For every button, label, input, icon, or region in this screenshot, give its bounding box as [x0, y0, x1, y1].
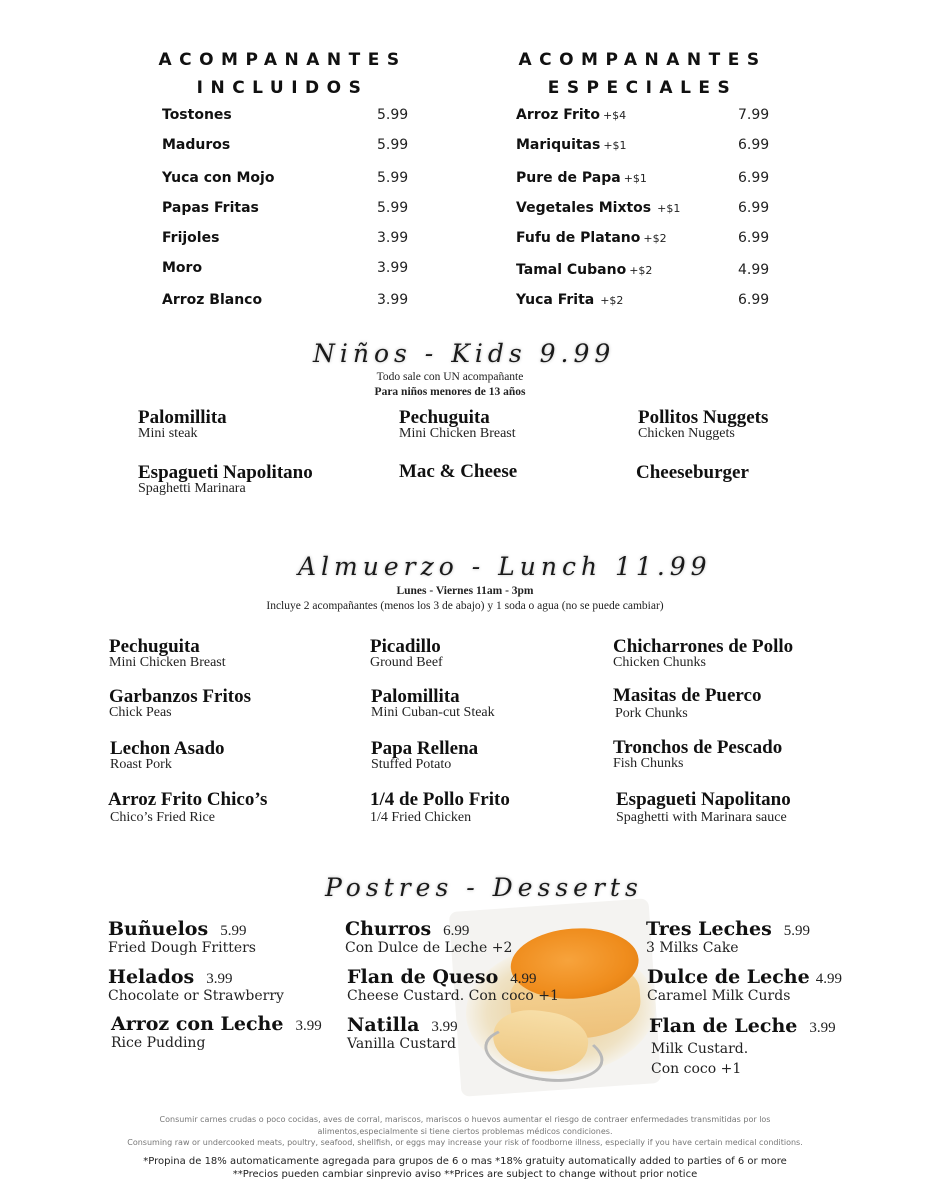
- item-name: Yuca con Mojo: [162, 170, 275, 186]
- dessert-description: Vanilla Custard: [347, 1036, 456, 1052]
- item-name: Fufu de Platano: [516, 230, 641, 246]
- dessert-name: Dulce de Leche: [647, 966, 810, 988]
- dish-description: Mini Chicken Breast: [399, 426, 516, 441]
- kids-item: [138, 407, 227, 442]
- dessert-item: [647, 966, 842, 1004]
- dish-description: Stuffed Potato: [371, 757, 452, 772]
- kids-title: Niños - Kids 9.99: [313, 339, 616, 368]
- dessert-description: 3 Milks Cake: [646, 940, 739, 956]
- item-price: 6.99: [738, 170, 770, 186]
- dessert-option: Con coco +1: [651, 1061, 742, 1077]
- dessert-price: 6.99: [443, 923, 470, 939]
- dish-description: Chick Peas: [109, 705, 172, 720]
- dish-name: Palomillita: [138, 407, 227, 428]
- lunch-item: [613, 636, 793, 671]
- dessert-item: [345, 918, 512, 956]
- side-item: [516, 170, 647, 186]
- dish-name: Mac & Cheese: [399, 461, 518, 482]
- dish-description: Spaghetti Marinara: [138, 481, 246, 496]
- dessert-description: Con Dulce de Leche +2: [345, 940, 513, 956]
- dessert-name: Helados: [108, 966, 195, 988]
- dish-description: Mini Chicken Breast: [109, 655, 226, 670]
- dessert-item: [108, 918, 256, 956]
- dessert-price: 3.99: [809, 1020, 836, 1036]
- kids-item: [399, 407, 516, 442]
- health-warning-es: Consumir carnes crudas o poco cocidas, aves de corral, mariscos, mariscos o huevos aumentar el riesgo de contraer enfermedades transmitidas por los alimentos,especialmente si tiene ciertos problemas médicos condiciones.: [159, 1115, 771, 1136]
- gratuity-notice: *Propina de 18% automaticamente agregada para grupos de 6 o mas *18% gratuity automatically added to parties of 6 or more: [143, 1156, 787, 1167]
- item-name: Arroz Blanco: [162, 292, 263, 308]
- dish-name: Garbanzos Fritos: [109, 686, 251, 707]
- item-name: Yuca Frita: [516, 292, 595, 308]
- lunch-item: [613, 685, 761, 722]
- sides-included-title: [150, 46, 415, 102]
- dish-description: Mini steak: [138, 426, 198, 441]
- dessert-item: [646, 918, 810, 956]
- side-item: [516, 107, 626, 123]
- dessert-name: Churros: [345, 918, 432, 940]
- side-item: [162, 170, 274, 186]
- side-item: [516, 200, 680, 216]
- health-warning-en: Consuming raw or undercooked meats, poultry, seafood, shellfish, or eggs may increase your risk of foodborne illness, especially if you have certain medical conditions.: [127, 1138, 803, 1147]
- title-line-1: ACOMPANANTES: [158, 50, 407, 70]
- item-upcharge: +$1: [657, 202, 681, 215]
- lunch-item: [109, 686, 251, 721]
- side-item: [516, 137, 627, 153]
- item-name: Tostones: [162, 107, 232, 123]
- price-change-notice: **Precios pueden cambiar sinprevio aviso **Prices are subject to change without prior notice: [232, 1169, 698, 1180]
- dessert-price: 3.99: [295, 1018, 322, 1034]
- dessert-description: Cheese Custard. Con coco +1: [347, 988, 559, 1004]
- dessert-price: 3.99: [431, 1019, 458, 1035]
- side-item: [162, 137, 230, 153]
- item-name: Moro: [162, 260, 203, 276]
- dessert-description: Milk Custard.: [651, 1041, 749, 1057]
- dish-description: Chicken Nuggets: [638, 426, 735, 441]
- dish-name: Papa Rellena: [371, 738, 479, 759]
- dish-name: Pollitos Nuggets: [638, 407, 769, 428]
- item-upcharge: +$2: [600, 294, 624, 307]
- item-price: 3.99: [377, 230, 409, 246]
- side-item: [162, 107, 232, 123]
- dish-name: 1/4 de Pollo Frito: [370, 789, 510, 810]
- dessert-price: 4.99: [510, 971, 537, 987]
- dish-name: Palomillita: [371, 686, 460, 707]
- dessert-name: Natilla: [347, 1014, 420, 1036]
- dessert-name: Flan de Queso: [347, 966, 499, 988]
- item-upcharge: +$1: [623, 172, 647, 185]
- item-price: 6.99: [738, 200, 770, 216]
- dessert-item: [347, 966, 559, 1004]
- dish-name: Pechuguita: [109, 636, 200, 657]
- dish-name: Tronchos de Pescado: [613, 737, 783, 758]
- lunch-note: Incluye 2 acompañantes (menos los 3 de abajo) y 1 soda o agua (no se puede cambiar): [266, 600, 664, 612]
- dessert-name: Arroz con Leche: [111, 1013, 284, 1035]
- kids-item: [138, 462, 313, 497]
- dish-description: Spaghetti with Marinara sauce: [616, 810, 787, 825]
- title-line-2: ESPECIALES: [547, 78, 738, 98]
- kids-item: [636, 462, 749, 484]
- dish-description: 1/4 Fried Chicken: [370, 810, 472, 825]
- dessert-price: 5.99: [220, 923, 247, 939]
- dish-name: Chicharrones de Pollo: [613, 636, 794, 657]
- dish-description: Chico’s Fried Rice: [110, 810, 215, 825]
- item-name: Pure de Papa: [516, 170, 621, 186]
- dish-name: Picadillo: [370, 636, 441, 657]
- item-price: 4.99: [738, 262, 770, 278]
- item-name: Mariquitas: [516, 137, 601, 153]
- dessert-name: Tres Leches: [646, 918, 772, 940]
- side-item: [162, 292, 262, 308]
- item-price: 3.99: [377, 292, 409, 308]
- dish-name: Espagueti Napolitano: [138, 462, 313, 483]
- dish-name: Masitas de Puerco: [613, 685, 762, 706]
- dessert-item: [111, 1013, 322, 1051]
- lunch-item: [371, 738, 478, 773]
- dish-description: Chicken Chunks: [613, 655, 706, 670]
- dessert-price: 4.99: [815, 971, 842, 987]
- lunch-item: [370, 636, 443, 671]
- item-price: 6.99: [738, 137, 770, 153]
- dish-description: Ground Beef: [370, 655, 443, 670]
- side-item: [516, 262, 652, 278]
- side-item: [162, 260, 202, 276]
- dish-description: Roast Pork: [110, 757, 172, 772]
- lunch-item: [108, 789, 267, 826]
- dish-description: Mini Cuban-cut Steak: [371, 705, 495, 720]
- lunch-item: [613, 737, 782, 772]
- item-price: 7.99: [738, 107, 770, 123]
- dessert-price: 5.99: [783, 923, 811, 939]
- dish-description: Pork Chunks: [615, 706, 688, 721]
- dish-name: Pechuguita: [399, 407, 490, 428]
- lunch-item: [110, 738, 225, 773]
- lunch-item: [109, 636, 226, 671]
- side-item: [516, 230, 667, 246]
- title-line-1: ACOMPANANTES: [518, 50, 767, 70]
- dessert-name: Flan de Leche: [649, 1015, 798, 1037]
- kids-age-note: Para niños menores de 13 años: [374, 386, 526, 398]
- item-name: Frijoles: [162, 230, 220, 246]
- desserts-title: Postres - Desserts: [325, 873, 643, 902]
- dessert-description: Chocolate or Strawberry: [108, 988, 284, 1004]
- kids-item: [399, 461, 517, 483]
- dish-description: Fish Chunks: [613, 756, 684, 771]
- item-upcharge: +$4: [602, 109, 627, 122]
- dessert-price: 3.99: [206, 971, 233, 987]
- dessert-item: [347, 1014, 458, 1052]
- item-upcharge: +$1: [603, 139, 627, 152]
- dish-name: Espagueti Napolitano: [616, 789, 791, 810]
- lunch-item: [370, 789, 510, 826]
- sides-special-title: [510, 46, 775, 102]
- lunch-title: Almuerzo - Lunch 11.99: [298, 552, 712, 581]
- item-name: Tamal Cubano: [516, 262, 627, 278]
- dessert-item: [649, 1015, 836, 1077]
- item-price: 5.99: [377, 170, 409, 186]
- title-line-2: INCLUIDOS: [196, 78, 369, 98]
- dish-name: Arroz Frito Chico’s: [108, 789, 268, 810]
- item-price: 5.99: [377, 107, 409, 123]
- dish-name: Lechon Asado: [110, 738, 225, 759]
- kids-note: Todo sale con UN acompañante: [376, 371, 524, 383]
- dessert-description: Caramel Milk Curds: [647, 988, 791, 1004]
- dessert-item: [108, 966, 284, 1004]
- item-upcharge: +$2: [643, 232, 667, 245]
- kids-item: [638, 407, 768, 442]
- side-item: [162, 230, 219, 246]
- lunch-item: [371, 686, 495, 721]
- dish-name: Cheeseburger: [636, 462, 749, 483]
- item-price: 6.99: [738, 230, 770, 246]
- lunch-item: [616, 789, 791, 826]
- dessert-name: Buñuelos: [108, 918, 209, 940]
- item-name: Arroz Frito: [516, 107, 600, 123]
- item-name: Papas Fritas: [162, 200, 259, 216]
- item-name: Maduros: [162, 137, 231, 153]
- dessert-description: Rice Pudding: [111, 1035, 206, 1051]
- side-item: [516, 292, 623, 308]
- item-price: 5.99: [377, 137, 409, 153]
- item-upcharge: +$2: [629, 264, 653, 277]
- lunch-hours: Lunes - Viernes 11am - 3pm: [396, 585, 534, 597]
- item-price: 5.99: [377, 200, 409, 216]
- item-price: 6.99: [738, 292, 770, 308]
- dessert-description: Fried Dough Fritters: [108, 940, 256, 956]
- item-name: Vegetales Mixtos: [516, 200, 652, 216]
- side-item: [162, 200, 259, 216]
- item-price: 3.99: [377, 260, 409, 276]
